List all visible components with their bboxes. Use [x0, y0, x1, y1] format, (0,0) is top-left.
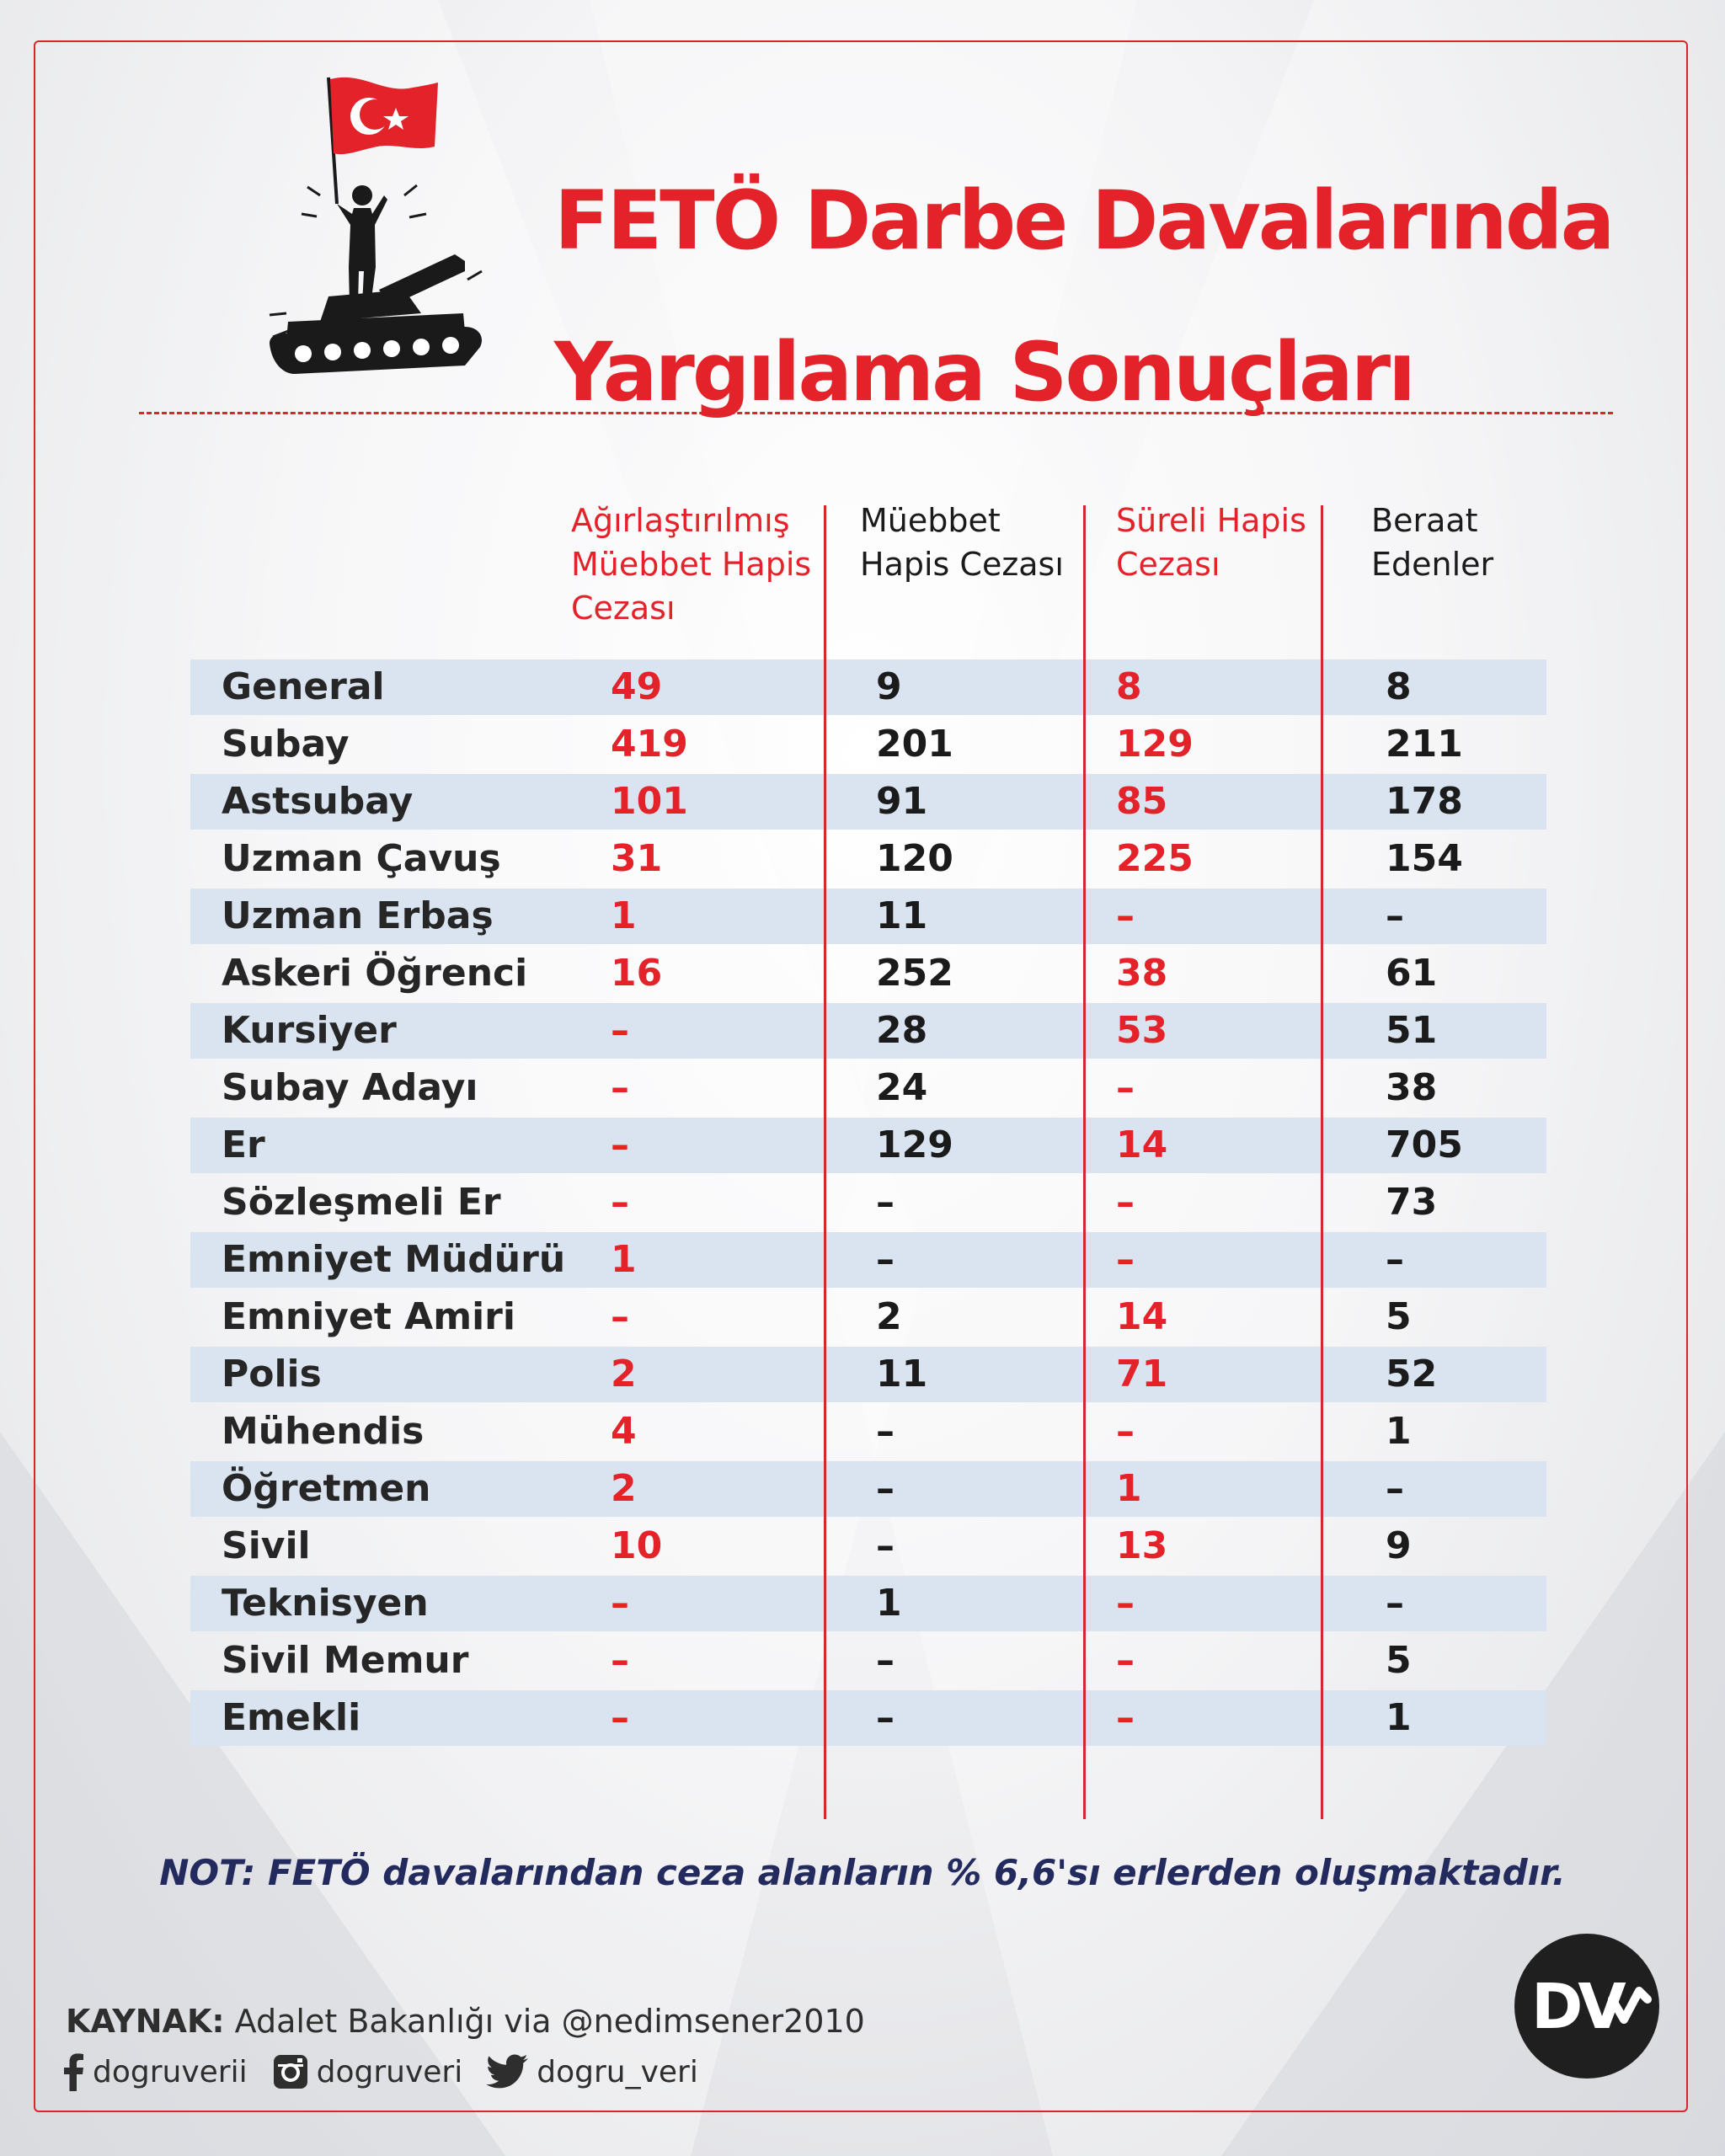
row-label: Emniyet Müdürü — [222, 1238, 566, 1281]
social-links — [61, 2047, 722, 2097]
cell-life: 9 — [876, 665, 902, 708]
cell-life: – — [876, 1181, 895, 1224]
cell-life: – — [876, 1639, 895, 1682]
twitter-handle: dogru_veri — [537, 2054, 698, 2089]
cell-fixed-term: – — [1116, 1696, 1135, 1739]
cell-life: 201 — [876, 723, 953, 766]
cell-acquitted: 5 — [1386, 1639, 1412, 1682]
cell-acquitted: 51 — [1386, 1009, 1438, 1052]
cell-acquitted: 8 — [1386, 665, 1412, 708]
row-label: Sivil Memur — [222, 1639, 469, 1682]
cell-acquitted: 211 — [1386, 723, 1463, 766]
cell-acquitted: 178 — [1386, 780, 1463, 823]
row-label: General — [222, 665, 385, 708]
table-row — [0, 1460, 1725, 1518]
table-row — [0, 1632, 1725, 1689]
cell-aggravated-life: – — [611, 1639, 629, 1682]
source-line — [66, 1998, 865, 2045]
table-row — [0, 830, 1725, 888]
cell-aggravated-life: – — [611, 1123, 629, 1166]
facebook-handle: dogruverii — [93, 2054, 248, 2089]
cell-fixed-term: – — [1116, 1066, 1135, 1109]
source-text: Adalet Bakanlığı via @nedimsener2010 — [224, 2003, 865, 2040]
logo-text: DV — [1531, 1971, 1621, 2043]
cell-life: 24 — [876, 1066, 928, 1109]
cell-life: 11 — [876, 894, 928, 937]
table-row — [0, 1575, 1725, 1632]
column-header-fixed-term: Süreli Hapis Cezası — [1116, 502, 1306, 583]
cell-acquitted: 1 — [1386, 1696, 1412, 1739]
instagram-handle: dogruveri — [316, 2054, 463, 2089]
cell-fixed-term: – — [1116, 1410, 1135, 1453]
table-row — [0, 1518, 1725, 1575]
row-label: Emniyet Amiri — [222, 1295, 515, 1338]
table-row — [0, 716, 1725, 773]
social-twitter[interactable] — [486, 2053, 698, 2090]
cell-aggravated-life: 101 — [611, 780, 688, 823]
cell-fixed-term: 53 — [1116, 1009, 1168, 1052]
title-line-1: FETÖ Darbe Davalarında — [554, 173, 1613, 268]
cell-life: – — [876, 1524, 895, 1567]
cell-life: 1 — [876, 1582, 902, 1625]
cell-acquitted: 73 — [1386, 1181, 1438, 1224]
soldier-silhouette — [337, 185, 387, 305]
table-row — [0, 1689, 1725, 1747]
cell-acquitted: 61 — [1386, 952, 1438, 995]
cell-life: 129 — [876, 1123, 953, 1166]
cell-aggravated-life: 10 — [611, 1524, 663, 1567]
footnote: NOT: FETÖ davalarından ceza alanların % 6,6'sı erlerden oluşmaktadır. — [159, 1852, 1566, 1893]
row-label: Subay Adayı — [222, 1066, 478, 1109]
table-row — [0, 1346, 1725, 1403]
column-header-aggravated-life: Ağırlaştırılmış Müebbet Hapis Cezası — [571, 502, 812, 627]
cell-life: – — [876, 1467, 895, 1510]
dogru-veri-logo — [1513, 1932, 1661, 2080]
cell-acquitted: 38 — [1386, 1066, 1438, 1109]
cell-fixed-term: 13 — [1116, 1524, 1168, 1567]
cell-fixed-term: – — [1116, 894, 1135, 937]
cell-life: 91 — [876, 780, 928, 823]
row-label: Kursiyer — [222, 1009, 397, 1052]
cell-life: 11 — [876, 1353, 928, 1396]
cell-fixed-term: 71 — [1116, 1353, 1168, 1396]
turkish-flag-icon — [328, 77, 438, 204]
row-label: Öğretmen — [222, 1467, 431, 1510]
cell-aggravated-life: – — [611, 1582, 629, 1625]
cell-aggravated-life: 16 — [611, 952, 663, 995]
source-label: KAYNAK: — [66, 2003, 225, 2040]
social-instagram[interactable] — [271, 2052, 463, 2091]
row-label: Er — [222, 1123, 265, 1166]
cell-fixed-term: 225 — [1116, 837, 1194, 880]
cell-life: – — [876, 1238, 895, 1281]
cell-fixed-term: 38 — [1116, 952, 1168, 995]
cell-life: – — [876, 1410, 895, 1453]
row-label: Emekli — [222, 1696, 361, 1739]
cell-fixed-term: 14 — [1116, 1295, 1168, 1338]
cell-aggravated-life: 2 — [611, 1353, 637, 1396]
table-row — [0, 1231, 1725, 1289]
cell-fixed-term: 85 — [1116, 780, 1168, 823]
cell-life: 28 — [876, 1009, 928, 1052]
twitter-bird-icon — [486, 2053, 530, 2090]
cell-acquitted: – — [1386, 1238, 1404, 1281]
cell-fixed-term: – — [1116, 1639, 1135, 1682]
column-header-acquitted: Beraat Edenler — [1371, 502, 1494, 583]
tank-flag-illustration — [236, 69, 497, 381]
cell-aggravated-life: – — [611, 1066, 629, 1109]
cell-fixed-term: – — [1116, 1181, 1135, 1224]
table-row — [0, 773, 1725, 830]
row-label: Sivil — [222, 1524, 311, 1567]
cell-acquitted: 1 — [1386, 1410, 1412, 1453]
cell-life: – — [876, 1696, 895, 1739]
cell-acquitted: – — [1386, 1467, 1404, 1510]
cell-fixed-term: 8 — [1116, 665, 1142, 708]
cell-aggravated-life: 31 — [611, 837, 663, 880]
cell-fixed-term: 1 — [1116, 1467, 1142, 1510]
cell-life: 2 — [876, 1295, 902, 1338]
column-header-life: Müebbet Hapis Cezası — [860, 502, 1064, 583]
row-label: Uzman Erbaş — [222, 894, 494, 937]
dashed-separator — [139, 412, 1613, 414]
cell-acquitted: 5 — [1386, 1295, 1412, 1338]
cell-acquitted: – — [1386, 1582, 1404, 1625]
row-label: Polis — [222, 1353, 322, 1396]
table-row — [0, 945, 1725, 1002]
cell-acquitted: 705 — [1386, 1123, 1463, 1166]
cell-aggravated-life: 4 — [611, 1410, 637, 1453]
page-title — [554, 145, 1674, 448]
cell-fixed-term: 129 — [1116, 723, 1194, 766]
table-row — [0, 1174, 1725, 1231]
row-label: Uzman Çavuş — [222, 837, 501, 880]
row-label: Sözleşmeli Er — [222, 1181, 501, 1224]
table-row — [0, 1289, 1725, 1346]
cell-acquitted: – — [1386, 894, 1404, 937]
cell-aggravated-life: 2 — [611, 1467, 637, 1510]
cell-aggravated-life: 49 — [611, 665, 663, 708]
row-label: Askeri Öğrenci — [222, 952, 528, 995]
cell-life: 120 — [876, 837, 953, 880]
table-row — [0, 1117, 1725, 1174]
cell-acquitted: 52 — [1386, 1353, 1438, 1396]
cell-life: 252 — [876, 952, 953, 995]
table-row — [0, 1059, 1725, 1117]
cell-acquitted: 9 — [1386, 1524, 1412, 1567]
table-row — [0, 888, 1725, 945]
cell-fixed-term: – — [1116, 1582, 1135, 1625]
row-label: Subay — [222, 723, 350, 766]
table-row — [0, 659, 1725, 716]
facebook-icon — [61, 2052, 86, 2091]
cell-acquitted: 154 — [1386, 837, 1463, 880]
cell-aggravated-life: 419 — [611, 723, 688, 766]
title-line-2: Yargılama Sonuçları — [554, 325, 1413, 419]
cell-aggravated-life: – — [611, 1696, 629, 1739]
social-facebook[interactable] — [61, 2052, 248, 2091]
cell-aggravated-life: – — [611, 1181, 629, 1224]
table-row — [0, 1403, 1725, 1460]
cell-aggravated-life: 1 — [611, 1238, 637, 1281]
table-row — [0, 1002, 1725, 1059]
cell-aggravated-life: 1 — [611, 894, 637, 937]
row-label: Teknisyen — [222, 1582, 429, 1625]
cell-fixed-term: 14 — [1116, 1123, 1168, 1166]
cell-fixed-term: – — [1116, 1238, 1135, 1281]
row-label: Astsubay — [222, 780, 414, 823]
cell-aggravated-life: – — [611, 1295, 629, 1338]
instagram-icon — [271, 2052, 310, 2091]
cell-aggravated-life: – — [611, 1009, 629, 1052]
row-label: Mühendis — [222, 1410, 425, 1453]
